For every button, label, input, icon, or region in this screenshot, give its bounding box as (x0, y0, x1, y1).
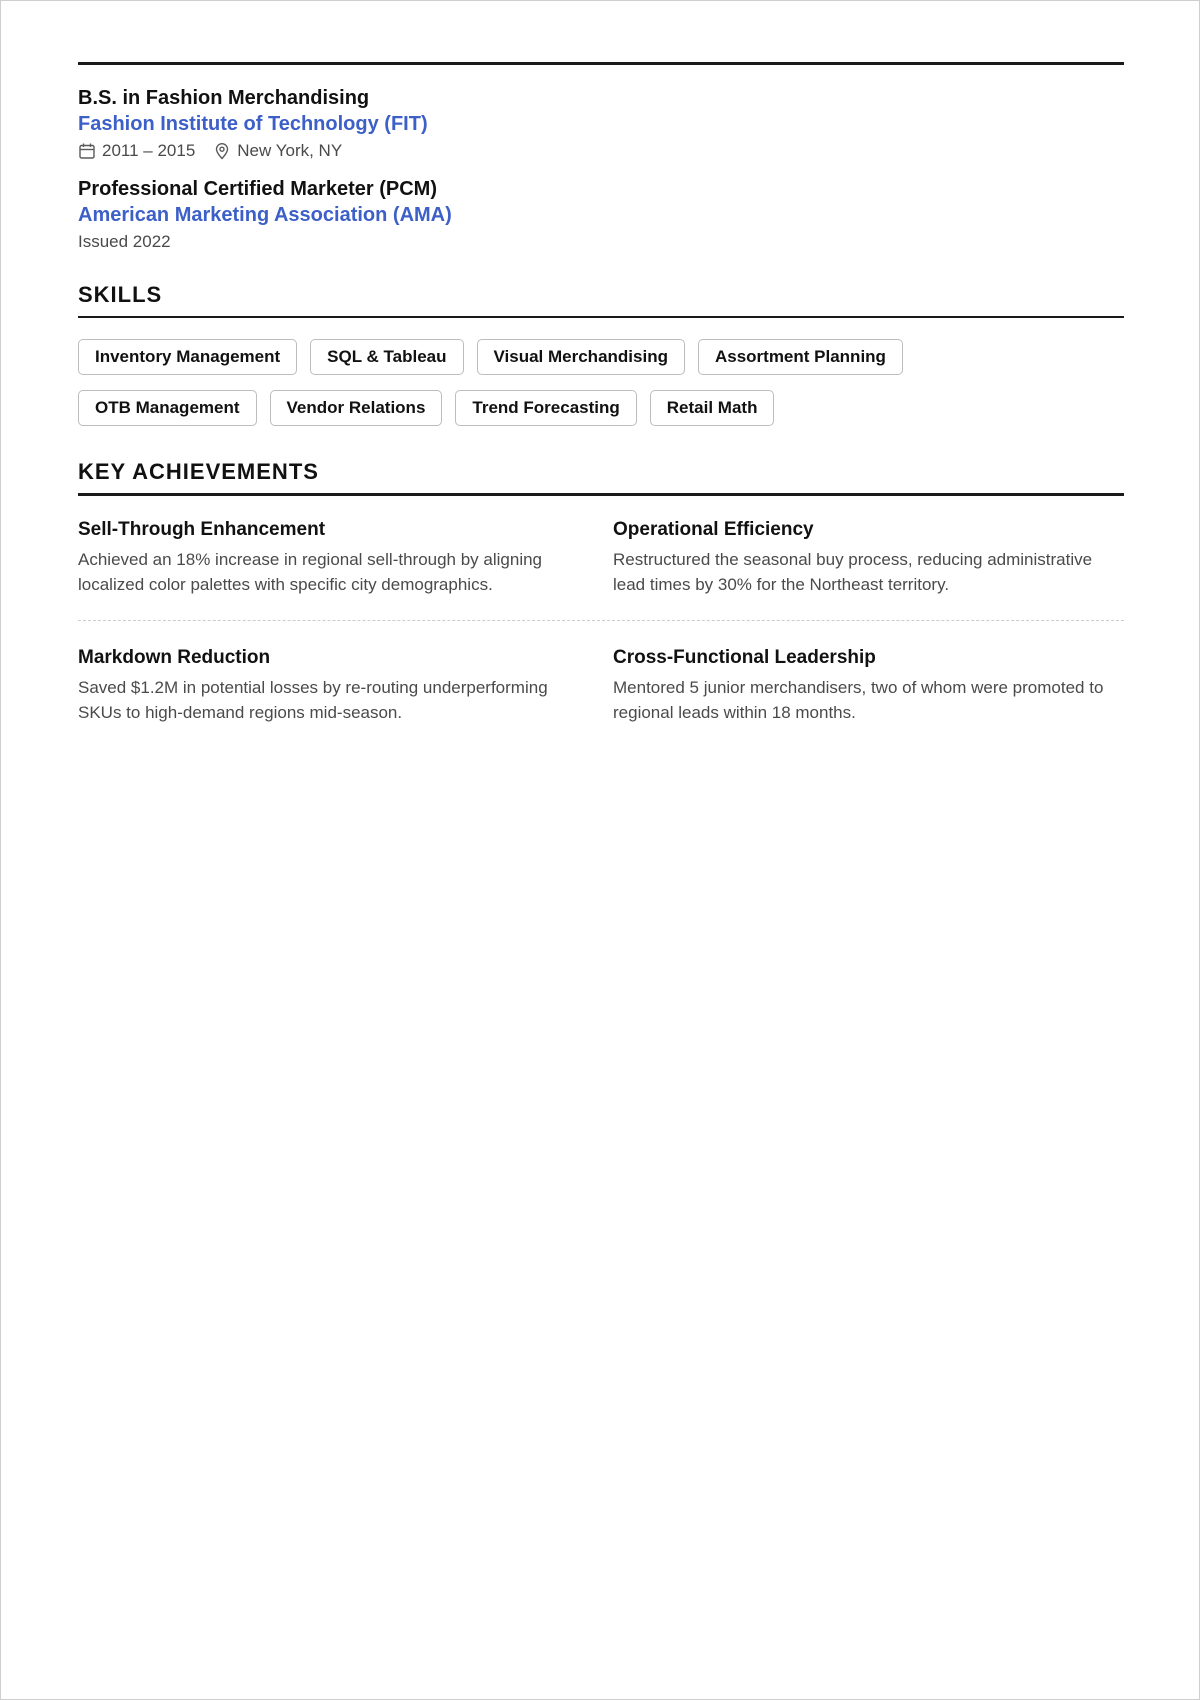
skills-divider (78, 316, 1124, 318)
achievement-item (78, 646, 588, 725)
achievement-item (613, 646, 1123, 725)
skill-chip: Assortment Planning (698, 339, 903, 375)
achievement-description: Saved $1.2M in potential losses by re-routing underperforming SKUs to high-demand regions mid-season. (78, 678, 548, 722)
skill-chip: Retail Math (650, 390, 775, 426)
certification-meta (78, 231, 452, 253)
certification-issuer: American Marketing Association (AMA) (78, 204, 452, 226)
education-certification (78, 177, 452, 253)
degree-title: B.S. in Fashion Merchandising (78, 87, 370, 109)
skills-heading: SKILLS (78, 282, 163, 307)
skill-chip: Visual Merchandising (477, 339, 685, 375)
achievement-title: Cross-Functional Leadership (613, 647, 876, 668)
achievement-item (613, 518, 1123, 597)
education-degree (78, 86, 428, 162)
map-pin-icon (213, 142, 231, 160)
degree-dates: 2011 – 2015 (102, 141, 196, 160)
achievement-title: Sell-Through Enhancement (78, 519, 326, 540)
degree-institution: Fashion Institute of Technology (FIT) (78, 113, 428, 135)
achievement-title: Operational Efficiency (613, 519, 814, 540)
certification-title: Professional Certified Marketer (PCM) (78, 178, 437, 200)
achievement-description: Restructured the seasonal buy process, reducing administrative lead times by 30% for the Northeast territory. (613, 550, 1093, 594)
degree-location-group (213, 140, 342, 162)
skills-row-1 (78, 339, 916, 375)
achievement-item (78, 518, 588, 597)
achievements-heading: KEY ACHIEVEMENTS (78, 459, 319, 484)
certification-issued: Issued 2022 (78, 232, 171, 251)
achievement-title: Markdown Reduction (78, 647, 271, 668)
skill-chip: Vendor Relations (270, 390, 443, 426)
achievement-description: Mentored 5 junior merchandisers, two of whom were promoted to regional leads within 18 months. (613, 678, 1104, 722)
achievements-row-separator (78, 620, 1124, 621)
skill-chip: Trend Forecasting (455, 390, 636, 426)
degree-dates-group (78, 140, 195, 162)
degree-location: New York, NY (237, 141, 343, 160)
achievement-description: Achieved an 18% increase in regional sell-through by aligning localized color palettes with specific city demographics. (78, 550, 543, 594)
achievements-divider (78, 493, 1124, 496)
top-divider (78, 62, 1124, 65)
skill-chip: OTB Management (78, 390, 257, 426)
skill-chip: Inventory Management (78, 339, 297, 375)
skill-chip: SQL & Tableau (310, 339, 463, 375)
degree-meta (78, 140, 428, 162)
calendar-icon (78, 142, 96, 160)
skills-row-2 (78, 390, 787, 426)
